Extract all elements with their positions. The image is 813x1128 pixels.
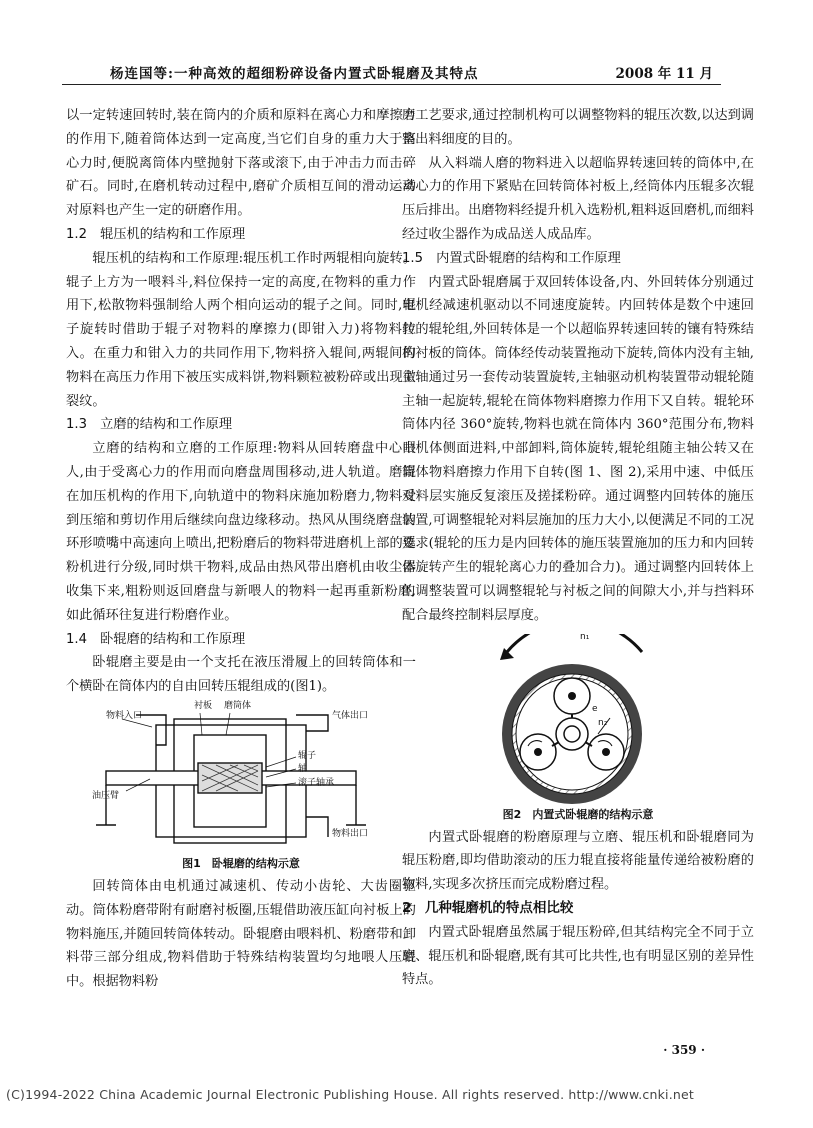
label-liner: 衬板 — [194, 700, 213, 711]
label-inlet: 物料入口 — [106, 710, 143, 721]
running-header-title: 杨连国等:一种高效的超细粉碎设备内置式卧辊磨及其特点 — [110, 66, 479, 82]
section-heading-1-2: 1.2 辊压机的结构和工作原理 — [66, 226, 246, 242]
paragraph: 磨工艺要求,通过控制机构可以调整物料的辊压次数,以达到调整出料细度的目的。 — [402, 108, 754, 147]
paragraph: 回转筒体由电机通过减速机、传动小齿轮、大齿圈驱动。筒体粉磨带附有耐磨衬板圈,压辊借助液压缸向衬板上的物料施压,并随回转筒体转动。卧辊磨由喂料机、粉磨带和卸料带三部分组成,物料借助于特殊结构装置均匀地喂人压辊中。根据物料粉 — [66, 878, 416, 990]
left-column — [66, 104, 416, 994]
copyright-footer: (C)1994-2022 China Academic Journal Electronic Publishing House. All rights reserved. http://www.cnki.net — [6, 1087, 694, 1102]
paragraph: 内置式卧辊磨的粉磨原理与立磨、辊压机和卧辊磨同为辊压粉磨,即均借助滚动的压力辊直接将能量传递给被粉磨的物料,实现多次挤压而完成粉磨过程。 — [402, 829, 754, 893]
label-n1: n₁ — [580, 631, 590, 642]
section-heading-1-4: 1.4 卧辊磨的结构和工作原理 — [66, 631, 246, 647]
paragraph: 卧辊磨主要是由一个支托在液压滑履上的回转筒体和一个横卧在筒体内的自由回转压辊组成的(图1)。 — [66, 655, 416, 695]
figure-2-caption: 图2 内置式卧辊磨的结构示意 — [502, 807, 654, 821]
label-mill-body: 磨筒体 — [224, 700, 252, 711]
paragraph: 立磨的结构和立磨的工作原理:物料从回转磨盘中心喂人,由于受离心力的作用而向磨盘周围移动,进人轨道。磨辊在加压机构的作用下,向轨道中的物料床施加粉磨力,物料受到压缩和剪切作用后继续向盘边缘移动。热风从围绕磨盘的环形喷嘴中高速向上喷出,把粉磨后的物料带进磨机上部的选粉机进行分级,同时烘干物料,成品由热风带出磨机由收尘器收集下来,粗粉则返回磨盘与新喂人的物料一起再重新粉磨,如此循环往复进行粉磨作业。 — [66, 441, 416, 623]
label-n2: n₂ — [598, 717, 608, 728]
label-gas-outlet: 气体出口 — [332, 710, 369, 721]
page-number: · 359 · — [663, 1043, 705, 1057]
figure-2-drawing — [402, 631, 754, 806]
section-heading-2: 2 几种辊磨机的特点相比较 — [402, 899, 574, 916]
paragraph: 以一定转速回转时,装在筒内的介质和原料在离心力和摩擦力的作用下,随着筒体达到一定高度,当它们自身的重力大于离心力时,便脱离筒体内壁抛射下落或滚下,由于冲击力而击碎矿石。同时,在磨机转动过程中,磨矿介质相互间的滑动运动对原料也产生一定的研磨作用。 — [66, 108, 416, 219]
paragraph: 从入料端人磨的物料进入以超临界转速回转的筒体中,在离心力的作用下紧贴在回转筒体衬板上,经筒体内压辊多次辊压后排出。出磨物料经提升机入选粉机,粗料返回磨机,而细料经过收尘器作为成品送人成品库。 — [402, 155, 754, 242]
label-outlet: 物料出口 — [332, 828, 369, 839]
header-rule — [62, 84, 721, 85]
right-column — [402, 104, 754, 992]
label-e: e — [592, 703, 598, 714]
section-heading-1-3: 1.3 立磨的结构和工作原理 — [66, 417, 233, 433]
label-oil-arm: 油压臂 — [92, 790, 120, 801]
label-roller-bearing: 滚子轴承 — [298, 777, 335, 788]
figure-1-caption: 图1 卧辊磨的结构示意 — [182, 856, 300, 870]
figure-2 — [402, 631, 754, 826]
paragraph: 内置式卧辊磨虽然属于辊压粉碎,但其结构完全不同于立磨、辊压机和卧辊磨,既有其可比共性,也有明显区别的差异性特点。 — [402, 924, 754, 988]
label-roller: 辊子 — [298, 750, 317, 761]
section-heading-1-5: 1.5 内置式卧辊磨的结构和工作原理 — [402, 250, 621, 266]
paragraph: 内置式卧辊磨属于双回转体设备,内、外回转体分别通过电机经减速机驱动以不同速度旋转。内回转体是数个中速回转的辊轮组,外回转体是一个以超临界转速回转的镶有特殊结构衬板的筒体。筒体经传动装置拖动下旋转,筒体内没有主轴,主轴通过另一套传动装置旋转,主轴驱动机构装置带动辊轮随主轴一起旋转,辊轮在筒体物料磨擦力作用下又自转。辊轮环筒体内径 360°旋转,物料也就在筒体内 360°范围分布,物料由机体侧面进料,中部卸料,筒体旋转,辊轮组随主轴公转又在筒体物料磨擦力作用下自转(图 1、图 2),采用中速、中低压对料层实施反复滚压及搓揉粉碎。通过调整内回转体的施压装置,可调整辊轮对料层施加的压力大小,以便满足不同的工况要求(辊轮的压力是内回转体的施压装置施加的压力和内回转体旋转产生的辊轮离心力的叠加合力)。通过调整内回转体上的调整装置可以调整辊轮与衬板之间的间隙大小,并与挡料环配合最终控制料层厚度。 — [402, 274, 754, 623]
running-header-date: 2008 年 11 月 — [615, 66, 713, 82]
label-shaft: 轴 — [298, 763, 308, 774]
figure-1 — [66, 700, 416, 875]
paragraph: 辊压机的结构和工作原理:辊压机工作时两辊相向旋转。辊子上方为一喂料斗,料位保持一定的高度,在物料的重力作用下,松散物料强制给人两个相向运动的辊子之间。同时,辊子旋转时借助于辊子对物料的摩擦力(即钳入力)将物料拉入。在重力和钳入力的共同作用下,物料挤入辊间,两辊间的物料在高压力作用下被压实成料饼,物料颗粒被粉碎或出现微裂纹。 — [66, 250, 416, 409]
